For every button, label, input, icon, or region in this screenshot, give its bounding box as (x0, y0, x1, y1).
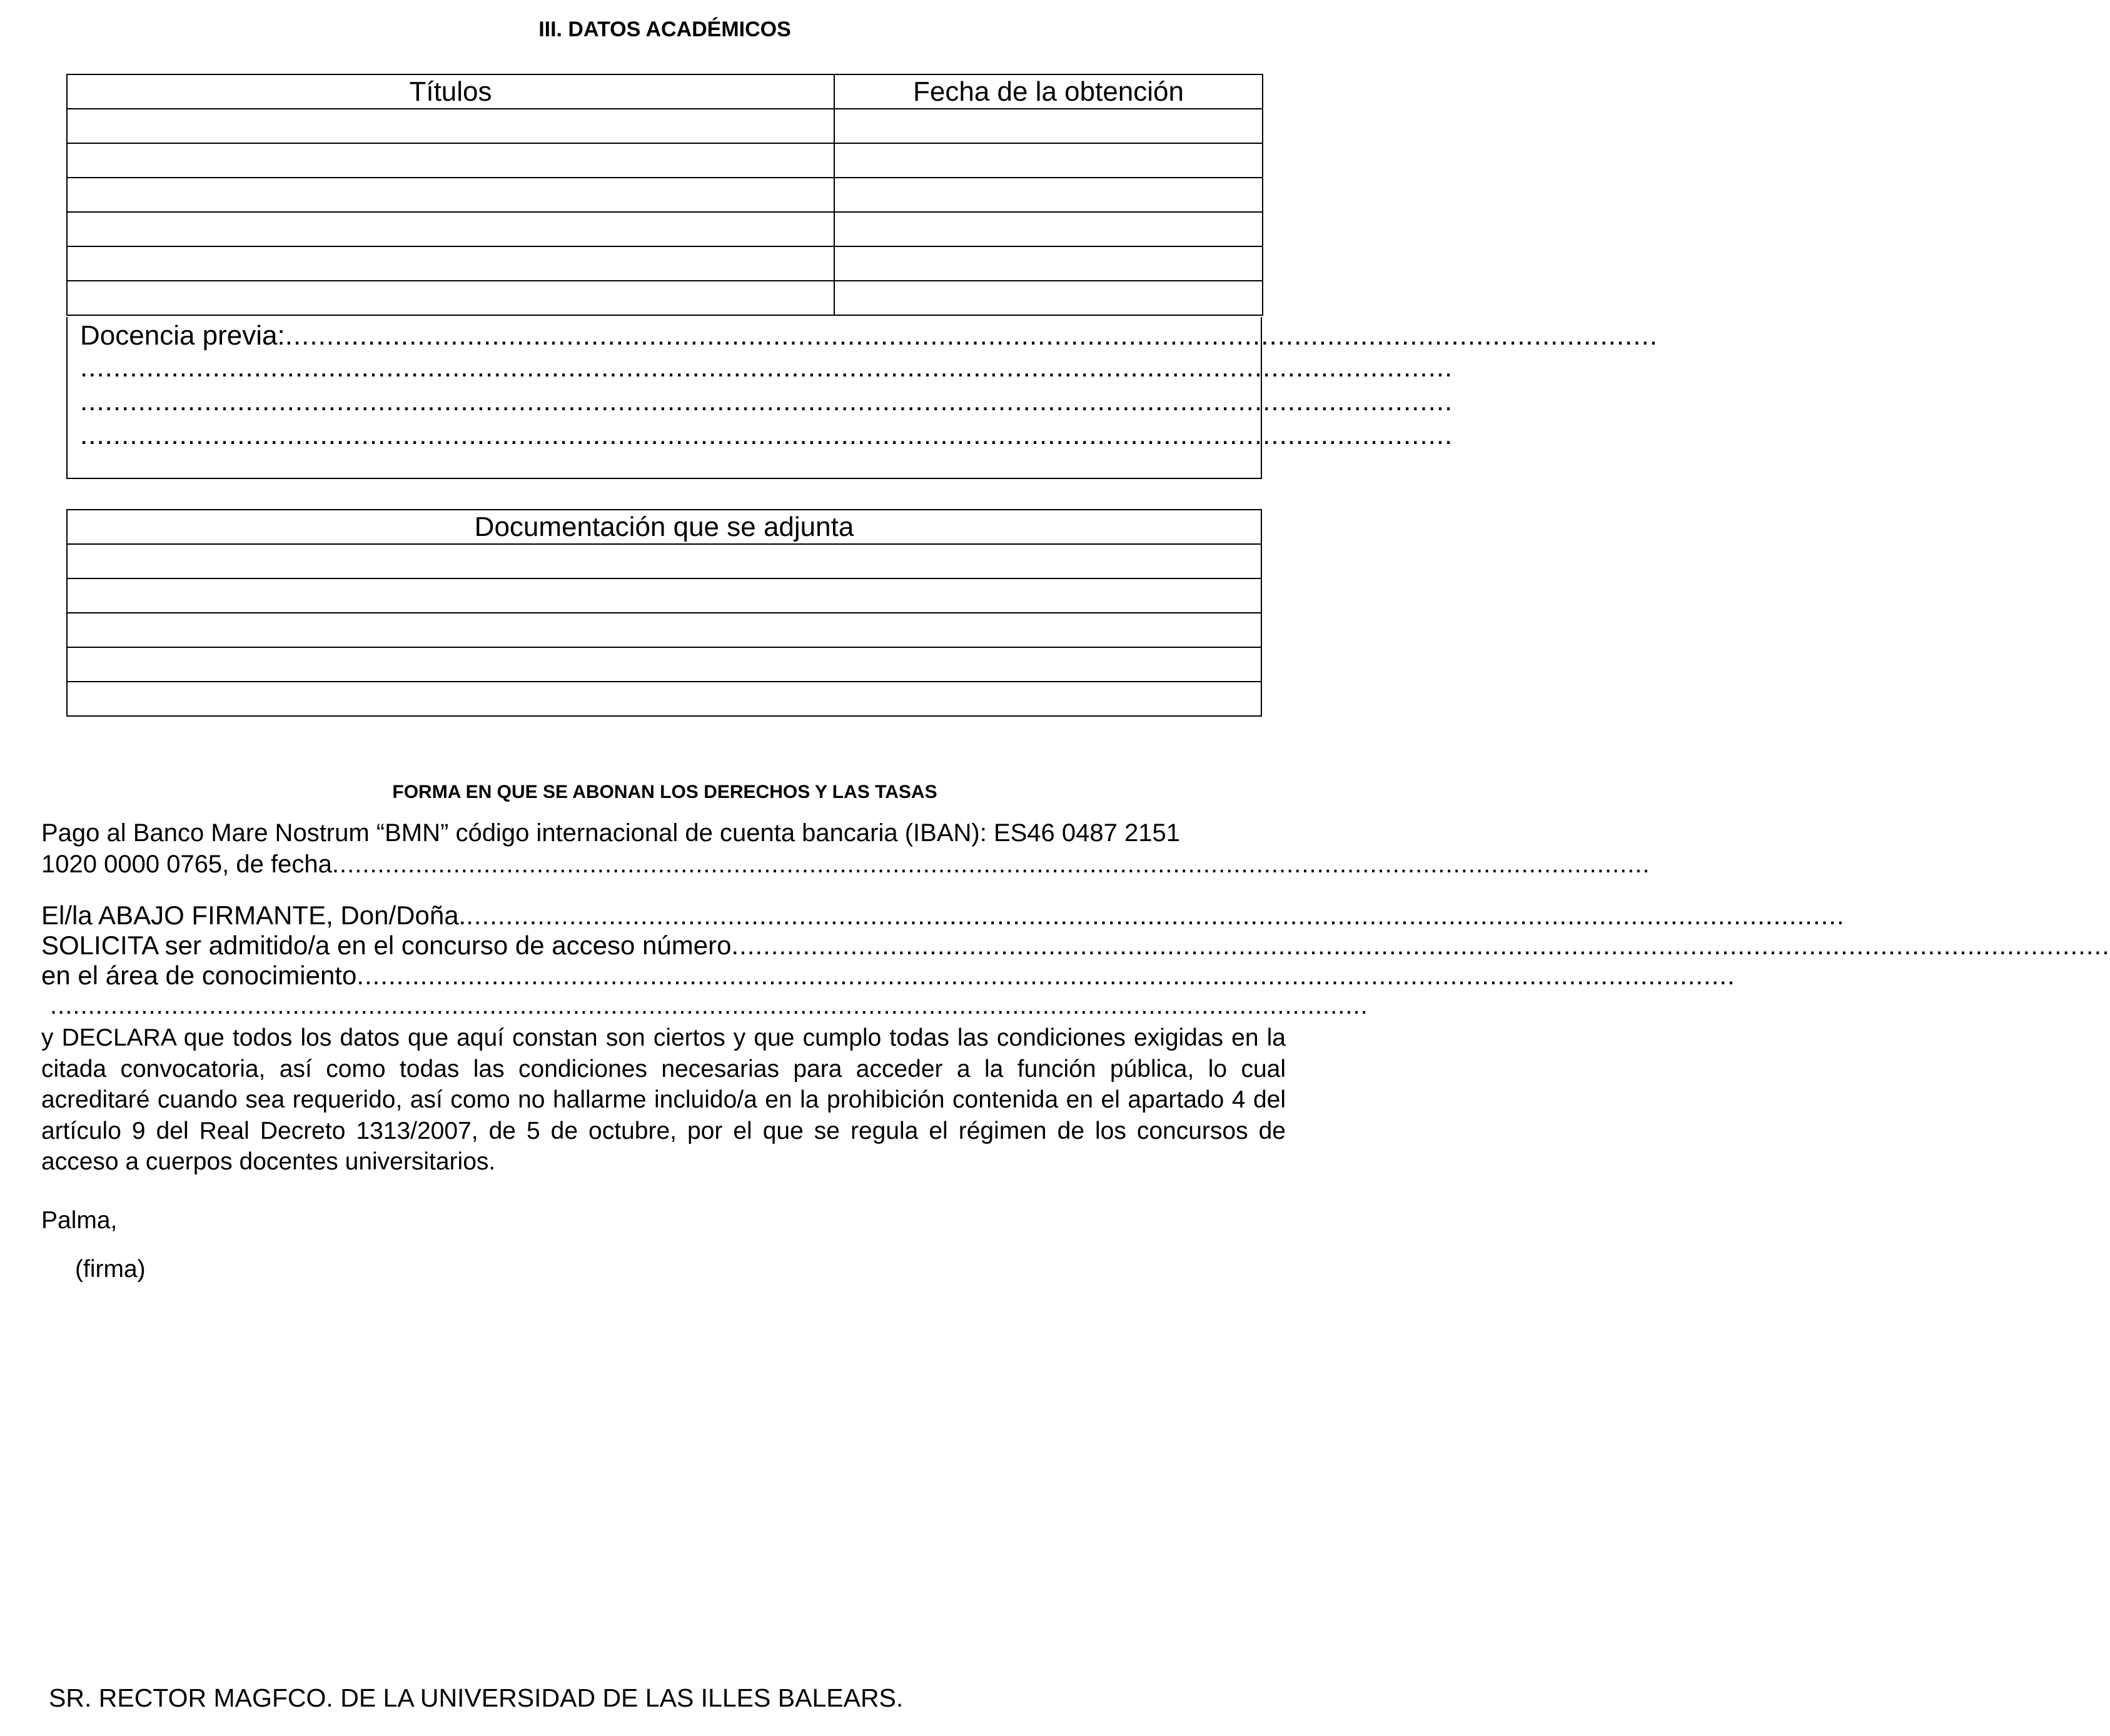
payment-title: FORMA EN QUE SE ABONAN LOS DERECHOS Y LAS TASAS (392, 782, 937, 802)
titulo-cell[interactable] (67, 246, 834, 281)
documentation-table (66, 509, 1262, 717)
table-header-row (67, 510, 1261, 544)
document-cell[interactable] (67, 682, 1261, 716)
table-row (67, 281, 1263, 315)
fecha-cell[interactable] (834, 281, 1263, 315)
document-cell[interactable] (67, 544, 1261, 578)
table-row (67, 212, 1263, 246)
area-label: en el área de conocimiento (41, 961, 357, 990)
area-line (41, 961, 1735, 991)
area-field[interactable]: .............................................................................................................................................................................. (356, 961, 1735, 990)
fecha-cell[interactable] (834, 109, 1263, 143)
area-continuation-field[interactable]: .............................................................................................................................................................................. (50, 992, 1368, 1019)
table-row (67, 178, 1263, 212)
fecha-cell[interactable] (834, 178, 1263, 212)
titulo-cell[interactable] (67, 109, 834, 143)
table-row (67, 647, 1261, 682)
column-header-titulos: Títulos (67, 74, 834, 109)
docencia-line-2: ...................................................................................................................................................................... (80, 352, 1453, 383)
titulo-cell[interactable] (67, 178, 834, 212)
fecha-cell[interactable] (834, 212, 1263, 246)
document-cell[interactable] (67, 647, 1261, 682)
firmante-line (41, 901, 1845, 931)
table-row (67, 143, 1263, 178)
table-header-row (67, 74, 1263, 109)
payment-date-label: 1020 0000 0765, de fecha (41, 850, 332, 878)
titulo-cell[interactable] (67, 281, 834, 315)
declaration-paragraph: y DECLARA que todos los datos que aquí constan son ciertos y que cumplo todas las condiciones exigidas en la citada convocatoria, así como todas las condiciones necesarias para acceder a la función pública, lo cual acreditaré cuando sea requerido, así como no hallarme incluido/a en la prohibición contenida en el apartado 4 del artículo 9 del Real Decreto 1313/2007, de 5 de octubre, por el que se regula el régimen de los concursos de acceso a cuerpos docentes universitarios. (41, 1024, 1286, 1175)
docencia-line-1 (80, 320, 1658, 351)
payment-line-2 (41, 850, 1650, 879)
titulo-cell[interactable] (67, 143, 834, 178)
document-cell[interactable] (67, 613, 1261, 647)
table-row (67, 109, 1263, 143)
docencia-label: Docencia previa: (80, 320, 285, 351)
table-row (67, 578, 1261, 613)
firmante-name-field[interactable]: .............................................................................................................................................................................. (466, 901, 1845, 930)
column-header-documentacion: Documentación que se adjunta (67, 510, 1261, 544)
section-title: III. DATOS ACADÉMICOS (538, 18, 791, 41)
fecha-cell[interactable] (834, 246, 1263, 281)
payment-date-field[interactable]: .............................................................................................................................................................................. (331, 850, 1650, 878)
payment-line-1: Pago al Banco Mare Nostrum “BMN” código internacional de cuenta bancaria (IBAN): ES46 0487 2151 (41, 819, 1180, 847)
titulo-cell[interactable] (67, 212, 834, 246)
solicita-label: SOLICITA ser admitido/a en el concurso de acceso número (41, 931, 732, 960)
document-cell[interactable] (67, 578, 1261, 613)
fecha-cell[interactable] (834, 143, 1263, 178)
column-header-fecha: Fecha de la obtención (834, 74, 1263, 109)
firmante-label: El/la ABAJO FIRMANTE, Don/Doña. (41, 901, 467, 930)
table-row (67, 613, 1261, 647)
docencia-line-4: ...................................................................................................................................................................... (80, 420, 1453, 450)
docencia-previa-box[interactable] (66, 317, 1658, 479)
addressee: SR. RECTOR MAGFCO. DE LA UNIVERSIDAD DE LAS ILLES BALEARS. (49, 1683, 904, 1712)
table-row (67, 246, 1263, 281)
place-label: Palma, (41, 1207, 118, 1234)
academic-titles-table (66, 74, 1263, 316)
table-row (67, 544, 1261, 578)
docencia-line-3: ...................................................................................................................................................................... (80, 386, 1453, 416)
concurso-number-field[interactable]: .............................................................................................................................................................................. (731, 931, 2110, 960)
solicita-line (41, 931, 2110, 961)
docencia-dots: ...................................................................................................................................................................... (285, 320, 1658, 351)
table-row (67, 682, 1261, 716)
signature-label: (firma) (75, 1256, 146, 1283)
